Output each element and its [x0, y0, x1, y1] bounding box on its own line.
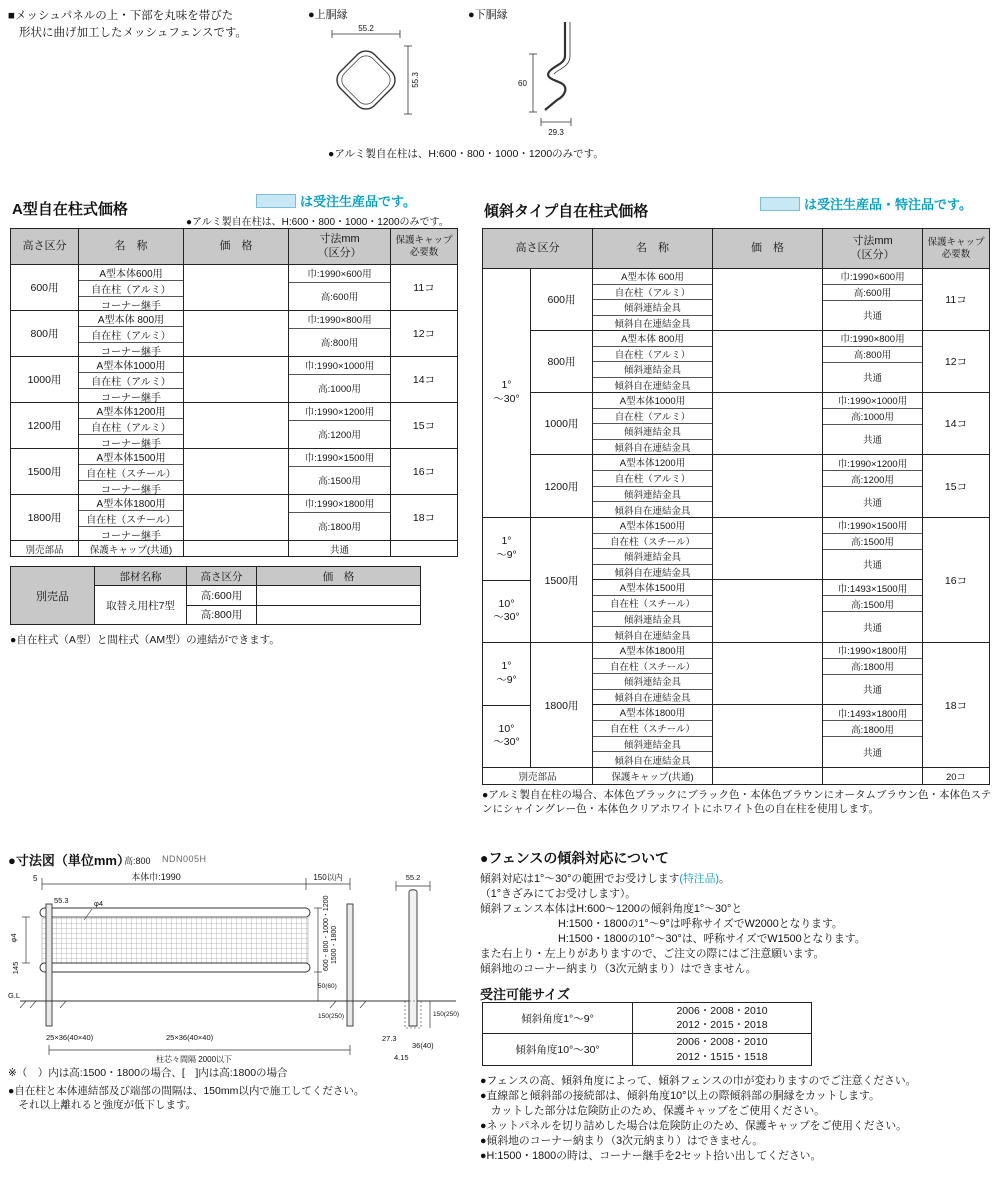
dim-height: 高:600用	[320, 292, 359, 304]
part-name: A型本体1000用	[79, 357, 183, 373]
height-cell: 1800用	[11, 495, 79, 540]
footer-part: 保護キャップ(共通)	[593, 768, 713, 784]
table-row	[593, 580, 923, 642]
figure-subtitle: 高:800	[124, 856, 151, 866]
price-cell	[184, 403, 289, 448]
part-name: 自在柱（アルミ）	[593, 471, 712, 487]
dim-label: G.L	[8, 991, 21, 1000]
dim-label: 36(40)	[412, 1041, 434, 1050]
part-name: 傾斜自在連結金具	[614, 692, 691, 704]
dim-height: 高:800用	[823, 347, 922, 363]
table-row-1200	[531, 455, 989, 517]
part-name: 傾斜連結金具	[593, 424, 712, 440]
dim-label: 4.15	[394, 1053, 409, 1062]
footer-caps: 20コ	[945, 772, 967, 783]
height-block-1500	[483, 518, 989, 643]
production-legend-a	[256, 191, 416, 211]
cap-count-cell: 12コ	[412, 328, 436, 340]
height-cell: 1800用	[531, 643, 593, 767]
dim-width: 巾:1990×600用	[289, 265, 390, 283]
price-cell	[184, 311, 289, 356]
price-cell	[713, 331, 823, 392]
part-name: A型本体1800用	[593, 705, 712, 721]
header-caps: 保護キャップ 必要数	[927, 237, 985, 260]
cap-count-cell: 12コ	[944, 356, 968, 368]
slope-line: 傾斜フェンス本体はH:600～1200の傾斜角度1°～30°と	[480, 903, 743, 915]
part-name: コーナー継手	[101, 347, 161, 358]
dim-width: 巾:1990×1200用	[823, 455, 922, 471]
header-name: 名 称	[79, 229, 184, 264]
part-name: A型本体 800用	[79, 311, 183, 327]
footer-dim: 共通	[289, 541, 391, 556]
price-cell	[184, 265, 289, 310]
part-names-cell	[79, 265, 184, 310]
part-name: コーナー継手	[101, 393, 161, 404]
part-name: 自在柱（アルミ）	[79, 419, 183, 435]
slope-price-table	[482, 228, 990, 785]
part-name: 傾斜自在連結金具	[614, 505, 691, 517]
dimension-cell	[823, 580, 923, 642]
dim-width: 巾:1990×1500用	[823, 518, 922, 534]
dimension-cell	[289, 449, 391, 494]
cap-count-cell: 15コ	[944, 480, 968, 493]
intro-line: ■メッシュパネルの上・下部を丸味を帯びた	[8, 10, 234, 22]
dimension-cell	[823, 518, 923, 579]
dim-label: 60	[518, 79, 527, 88]
dim-width: 巾:1990×600用	[823, 269, 922, 285]
table-row-1200	[11, 403, 457, 449]
height-cell: 800用	[11, 311, 79, 356]
dim-label: 55.3	[411, 72, 420, 88]
slope-line: 傾斜対応は1°～30°の範囲でお受けします(特注品)。	[480, 873, 730, 885]
table-row	[483, 1034, 811, 1065]
part-name: 傾斜自在連結金具	[614, 442, 691, 454]
dim-label: 150(250)	[318, 1013, 345, 1020]
part-name: 傾斜連結金具	[593, 487, 712, 503]
dim-label: 55.3	[54, 896, 69, 905]
dim-width: 巾:1990×800用	[289, 311, 390, 329]
a-section-title: A型自在柱式価格	[12, 201, 128, 218]
price-cell	[713, 518, 823, 579]
bullet-note: カットした部分は危険防止のため、保護キャップをご使用ください。	[480, 1105, 825, 1117]
bullet-note: ●傾斜地のコーナー納まり（3次元納まり）はできません。	[480, 1135, 764, 1147]
part-name: 自在柱（スチール）	[593, 721, 712, 737]
part-name: コーナー継手	[101, 301, 161, 312]
dim-label: 25×36(40×40)	[46, 1033, 94, 1042]
price-cell	[713, 269, 823, 330]
production-legend-b	[760, 194, 972, 214]
angle-range-cell: 傾斜角度1°～9°	[483, 1003, 633, 1033]
part-name: 傾斜連結金具	[593, 300, 712, 316]
custom-order-tag: (特注品)	[679, 873, 719, 885]
dim-label: 600・800・1000・1200	[323, 895, 330, 971]
height-cell: 800用	[531, 331, 593, 392]
angle-cell: 1° ～9°	[483, 518, 530, 581]
dimension-figure	[6, 868, 466, 1068]
dim-common: 共通	[862, 748, 882, 759]
alumi-note-a: ●アルミ製自在柱は、H:600・800・1000・1200のみです。	[186, 217, 449, 228]
cap-count-cell: 18コ	[412, 512, 436, 524]
header-price: 価 格	[322, 570, 355, 583]
footer-dim	[823, 768, 923, 784]
order-size-title: 受注可能サイズ	[480, 987, 570, 1002]
height-cell: 600用	[11, 265, 79, 310]
height-cell: 高:600用	[187, 586, 257, 605]
part-name: A型本体1000用	[593, 393, 712, 409]
legend-color-swatch	[256, 194, 296, 208]
dim-height: 高:1000用	[318, 384, 361, 396]
header-dims: 寸法mm （区分）	[289, 229, 391, 264]
dim-label: φ4	[9, 933, 18, 943]
height-cell: 1200用	[11, 403, 79, 448]
dimension-cell	[823, 643, 923, 704]
table-row-600	[531, 269, 989, 331]
dim-label: 145	[11, 961, 20, 975]
slope-bullets	[480, 1074, 995, 1164]
price-cell	[713, 705, 823, 767]
header-height: 高さ区分	[187, 567, 257, 585]
note-a: ●自在柱式（A型）と間柱式（AM型）の連結ができます。	[10, 634, 280, 646]
dimension-cell	[289, 495, 391, 540]
slope-info-title: ●フェンスの傾斜対応について	[480, 850, 670, 866]
spare-part-name: 取替え用柱7型	[95, 586, 187, 624]
part-name: コーナー継手	[101, 531, 161, 542]
part-name: 傾斜連結金具	[593, 737, 712, 753]
angle-cell: 10° ～30°	[493, 722, 520, 749]
price-cell	[257, 586, 420, 605]
part-names-cell	[593, 643, 713, 704]
dim-label: 50(60)	[318, 983, 337, 990]
part-names-cell	[79, 449, 184, 494]
price-cell	[257, 606, 420, 625]
dim-width: 巾:1990×1800用	[289, 495, 390, 513]
part-name: コーナー継手	[101, 485, 161, 496]
figure-code: NDN005H	[162, 854, 207, 864]
part-name: 傾斜連結金具	[593, 549, 712, 565]
bullet-note: ●直線部と傾斜部の接続部は、傾斜角度10°以上の際傾斜部の胴縁をカットします。	[480, 1090, 880, 1102]
height-cell: 600用	[531, 269, 593, 330]
cap-count-cell: 14コ	[412, 374, 436, 386]
dim-width: 巾:1990×1800用	[823, 643, 922, 659]
legend-color-swatch	[760, 197, 800, 211]
dim-common: 共通	[862, 685, 882, 697]
part-name: 自在柱（スチール）	[593, 534, 712, 550]
table-row	[483, 1003, 811, 1034]
height-cell: 1000用	[531, 393, 593, 454]
header-price: 価 格	[713, 229, 823, 268]
dim-height: 高:1200用	[823, 471, 922, 487]
dim-width: 巾:1990×1200用	[289, 403, 390, 421]
bullet-note: ●H:1500・1800の時は、コーナー継手を2セット拾い出してください。	[480, 1150, 822, 1162]
angle-cell: 1° ～9°	[483, 643, 530, 706]
spare-header-row	[95, 567, 420, 586]
footer-label: 別売部品	[11, 541, 79, 556]
header-caps: 保護キャップ 必要数	[395, 235, 453, 258]
table-header-row	[11, 229, 457, 265]
height-cell: 高:800用	[187, 606, 257, 625]
cap-count-cell: 18コ	[944, 699, 968, 712]
header-name: 名 称	[593, 229, 713, 268]
part-names-cell	[593, 518, 713, 579]
part-name: 傾斜自在連結金具	[614, 380, 691, 392]
part-names-cell	[79, 311, 184, 356]
part-name: A型本体1800用	[593, 643, 712, 659]
part-names-cell	[593, 705, 713, 767]
footer-part: 保護キャップ(共通)	[79, 541, 184, 556]
part-name: A型本体1200用	[593, 455, 712, 471]
part-name: 傾斜自在連結金具	[614, 318, 691, 330]
slope-line: （1°きざみにてお受けします）。	[480, 888, 637, 900]
dimension-cell	[823, 455, 923, 517]
header-height: 高さ区分	[11, 229, 79, 264]
part-names-cell	[593, 455, 713, 517]
part-name: A型本体1500用	[593, 580, 712, 596]
part-names-cell	[593, 269, 713, 330]
dimension-cell	[823, 269, 923, 330]
part-name: 自在柱（アルミ）	[79, 373, 183, 389]
dim-height: 高:1500用	[823, 534, 922, 550]
table-row-1500	[11, 449, 457, 495]
dim-width: 巾:1990×800用	[823, 331, 922, 347]
top-rail-diagram	[318, 22, 428, 124]
dim-label: 柱芯々間隔 2000以下	[156, 1055, 233, 1064]
part-name: 自在柱（スチール）	[79, 465, 183, 481]
part-names-cell	[593, 393, 713, 454]
spare-body	[95, 586, 420, 624]
table-footer-row	[483, 768, 989, 784]
part-name: 傾斜自在連結金具	[614, 755, 691, 767]
part-name: 傾斜連結金具	[593, 362, 712, 378]
table-row	[187, 586, 420, 606]
dim-height: 高:800用	[320, 338, 359, 350]
dim-width: 巾:1493×1800用	[823, 705, 922, 721]
cap-count-cell: 11コ	[945, 294, 967, 306]
part-names-cell	[79, 357, 184, 402]
legend-text: は受注生産品・特注品です。	[804, 197, 972, 212]
table-row	[593, 643, 923, 705]
dim-width: 巾:1990×1000用	[289, 357, 390, 375]
dim-label: 25×36(40×40)	[166, 1033, 214, 1042]
height-block-1800	[483, 643, 989, 768]
angle-range-cell: 傾斜角度10°～30°	[483, 1034, 633, 1065]
cap-count-cell: 16コ	[944, 574, 968, 587]
slope-section-title: 傾斜タイプ自在柱式価格	[484, 203, 649, 220]
bullet-note: ●ネットパネルを切り詰めした場合は危険防止のため、保護キャップをご使用ください。	[480, 1120, 907, 1132]
part-names-cell	[79, 495, 184, 540]
angle-groups	[531, 269, 989, 517]
dim-label: 本体巾:1990	[131, 872, 181, 882]
angle-cells	[483, 643, 531, 767]
footer-price	[184, 541, 289, 556]
part-name: 傾斜自在連結金具	[614, 567, 691, 579]
part-name: 自在柱（アルミ）	[593, 347, 712, 363]
a-price-table	[10, 228, 458, 557]
spare-rows	[187, 586, 420, 624]
dim-height: 高:1800用	[823, 659, 922, 675]
cap-count-cell: 11コ	[413, 282, 435, 294]
height-cell: 1000用	[11, 357, 79, 402]
table-row-1000	[11, 357, 457, 403]
part-name: 傾斜自在連結金具	[614, 630, 691, 642]
dim-common: 共通	[862, 373, 882, 385]
price-cell	[184, 357, 289, 402]
dim-label: φ4	[94, 899, 104, 908]
part-name: 自在柱（スチール）	[79, 511, 183, 527]
header-dims: 寸法mm （区分）	[823, 229, 923, 268]
price-cell	[713, 643, 823, 704]
table-row-1000	[531, 393, 989, 455]
slope-line: H:1500・1800の10°～30°は、呼称サイズでW1500となります。	[558, 933, 866, 945]
part-name: A型本体 600用	[593, 269, 712, 285]
dimension-cell	[823, 705, 923, 767]
height-cell: 1500用	[11, 449, 79, 494]
header-part-name: 部材名称	[95, 567, 187, 585]
bullet-note: ●フェンスの高、傾斜角度によって、傾斜フェンスの巾が変わりますのでご注意ください。	[480, 1075, 917, 1087]
intro-text	[8, 8, 247, 42]
footer-caps	[391, 541, 457, 556]
height-cell: 1200用	[531, 455, 593, 517]
spare-right	[95, 567, 420, 624]
dim-label: 150以内	[313, 873, 343, 882]
dim-height: 高:1500用	[823, 596, 922, 612]
dimension-cell	[289, 403, 391, 448]
part-names-cell	[593, 331, 713, 392]
table-row-1800	[11, 495, 457, 541]
slope-line: 傾斜地のコーナー納まり（3次元納まり）はできません。	[480, 963, 757, 975]
part-name: 自在柱（スチール）	[593, 596, 712, 612]
dim-width: 巾:1990×1000用	[823, 393, 922, 409]
part-name: コーナー継手	[101, 439, 161, 450]
dim-common: 共通	[862, 498, 882, 509]
part-name: A型本体600用	[79, 265, 183, 281]
dimension-cell	[289, 311, 391, 356]
price-cell	[713, 580, 823, 642]
sizes-cell: 2006・2008・2010 2012・1515・1518	[676, 1036, 768, 1063]
dim-common: 共通	[862, 623, 882, 634]
dimension-cell	[289, 265, 391, 310]
part-name: A型本体1500用	[593, 518, 712, 534]
figure-title: ●寸法図（単位mm）	[8, 853, 130, 868]
part-name: A型本体 800用	[593, 331, 712, 347]
table-row-800	[11, 311, 457, 357]
table-footer-row	[11, 541, 457, 556]
dimension-cell	[289, 357, 391, 402]
part-name: A型本体1500用	[79, 449, 183, 465]
alumi-note-top: ●アルミ製自在柱は、H:600・800・1000・1200のみです。	[328, 148, 604, 160]
dim-label: 55.2	[358, 24, 374, 33]
part-name: 自在柱（アルミ）	[593, 409, 712, 425]
price-cell	[184, 449, 289, 494]
dim-common: 共通	[862, 311, 882, 323]
dim-label: 27.3	[382, 1034, 397, 1043]
part-names-cell	[593, 580, 713, 642]
dim-height: 高:1500用	[318, 476, 361, 488]
figure-note-1: ●自在柱と本体連結部及び端部の間隔は、150mm以内で施工してください。	[8, 1085, 365, 1097]
table-row-800	[531, 331, 989, 393]
part-name: A型本体1200用	[79, 403, 183, 419]
intro-line: 形状に曲げ加工したメッシュフェンスです。	[19, 27, 247, 39]
slope-line: H:1500・1800の1°～9°は呼称サイズでW2000となります。	[558, 918, 843, 930]
table-row-600	[11, 265, 457, 311]
order-size-table	[482, 1002, 812, 1066]
angle-cell: 1° ～30°	[483, 269, 531, 517]
dim-label: 5	[33, 874, 38, 883]
height-cell: 1500用	[531, 518, 593, 642]
price-cell	[713, 455, 823, 517]
part-name: 傾斜連結金具	[593, 674, 712, 690]
dim-label: 29.3	[548, 128, 564, 137]
table-header-row	[483, 229, 989, 269]
slope-info-text	[480, 872, 995, 977]
spare-parts-table	[10, 566, 421, 625]
table-row	[593, 705, 923, 767]
dim-label: 1500・1800	[331, 925, 338, 964]
dim-width: 巾:1990×1500用	[289, 449, 390, 467]
dim-common: 共通	[862, 560, 882, 572]
angle-block-1-30	[483, 269, 989, 518]
sub-rows	[593, 518, 923, 642]
price-cell	[713, 393, 823, 454]
cap-count-cell: 14コ	[944, 418, 968, 430]
dim-width: 巾:1493×1500用	[823, 580, 922, 596]
dim-height: 高:600用	[823, 285, 922, 301]
sizes-cell: 2006・2008・2010 2012・2015・2018	[676, 1004, 768, 1031]
legend-text: は受注生産品です。	[300, 194, 416, 209]
part-name: 自在柱（アルミ）	[593, 285, 712, 301]
angle-cells	[483, 518, 531, 642]
header-height: 高さ区分	[483, 229, 593, 268]
spare-side-label: 別売品	[11, 567, 95, 624]
table-row	[187, 606, 420, 625]
bottom-rail-label: ●下胴縁	[468, 9, 508, 21]
part-name: 自在柱（スチール）	[593, 659, 712, 675]
price-cell	[184, 495, 289, 540]
table-row	[593, 518, 923, 580]
dim-label: 55.2	[405, 873, 421, 882]
dimension-cell	[823, 393, 923, 454]
dimension-cell	[823, 331, 923, 392]
part-name: 自在柱（アルミ）	[79, 281, 183, 297]
top-rail-label: ●上胴縁	[308, 9, 348, 21]
part-name: 自在柱（アルミ）	[79, 327, 183, 343]
note-b: ●アルミ製自在柱の場合、本体色ブラックにブラック色・本体色ブラウンにオータムブラウン色・本体色ステンにシャイングレー色・本体色クリアホワイトにホワイト色の自在柱を使用します。	[482, 789, 992, 816]
dim-height: 高:1800用	[318, 522, 361, 534]
figure-note-2: それ以上離れると強度が低下します。	[8, 1099, 197, 1111]
figure-note-paren: ※（ ）内は高:1500・1800の場合、[ ]内は高:1800の場合	[8, 1067, 288, 1079]
part-names-cell	[79, 403, 184, 448]
angle-cell: 10° ～30°	[493, 597, 520, 624]
cap-count-cell: 16コ	[412, 466, 436, 478]
dim-height: 高:1000用	[823, 409, 922, 425]
slope-line: また右上り・左上りがありますので、ご注文の際にはご注意願います。	[480, 948, 825, 960]
footer-price	[713, 768, 823, 784]
dim-label: 150(250)	[433, 1011, 460, 1018]
bottom-rail-diagram	[505, 10, 600, 140]
footer-label: 別売部品	[483, 768, 593, 784]
part-name: A型本体1800用	[79, 495, 183, 511]
dim-common: 共通	[862, 435, 882, 447]
part-name: 傾斜連結金具	[593, 612, 712, 628]
header-price: 価 格	[184, 229, 289, 264]
dim-height: 高:1800用	[823, 721, 922, 737]
cap-count-cell: 15コ	[412, 420, 436, 432]
sub-rows	[593, 643, 923, 767]
dim-height: 高:1200用	[318, 430, 361, 442]
